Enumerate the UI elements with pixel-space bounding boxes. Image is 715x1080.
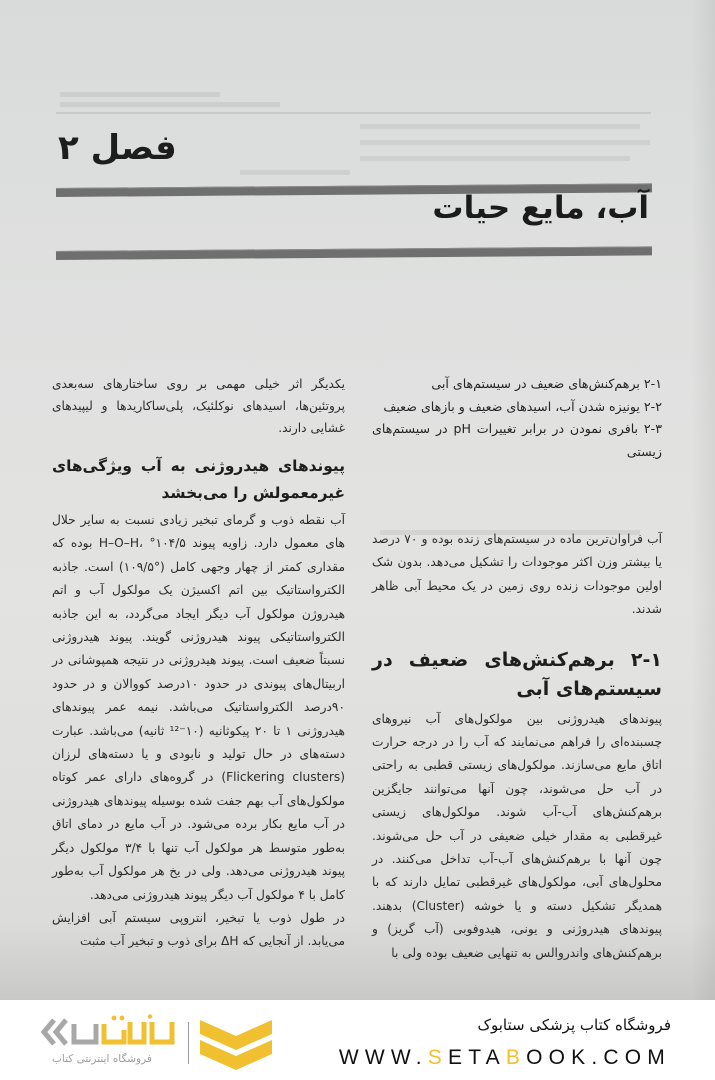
bleed-through-text	[360, 140, 650, 145]
outline-item: ۲-۳ بافری نمودن در برابر تغییرات pH در سیستم‌های زیستی	[372, 421, 662, 459]
left-column	[52, 373, 345, 954]
logo-tagline: فروشگاه اینترنتی کتاب	[52, 1053, 152, 1065]
bleed-through-text	[360, 156, 630, 161]
section-heading: ۲-۱ برهم‌کنش‌های ضعیف در سیستم‌های آبی	[372, 648, 662, 700]
url-part: WWW.	[338, 1046, 428, 1069]
shop-url[interactable]	[339, 1046, 671, 1070]
setabook-chevron-logo-icon	[200, 1016, 272, 1070]
bleed-through-text	[60, 102, 280, 107]
chapter-title: آب، مایع حیات	[432, 190, 649, 226]
bleed-through-text	[360, 124, 640, 129]
shop-name: فروشگاه کتاب پزشکی ستابوک	[477, 1016, 671, 1034]
logo-divider	[188, 1022, 189, 1064]
title-rule-bottom	[56, 246, 652, 260]
url-part-highlight: S	[427, 1046, 448, 1069]
intro-paragraph: آب فراوان‌ترین ماده در سیستم‌های زنده بوده و ۷۰ درصد یا بیشتر وزن اکثر موجودات را تشکیل می‌دهد. بدون شک اولین موجودات زنده روی زمین در یک محیط آبی ظاهر شدند.	[372, 532, 662, 617]
url-part: OOK.COM	[526, 1046, 671, 1069]
right-column	[372, 373, 662, 463]
continued-paragraph: یکدیگر اثر خیلی مهمی بر روی ساختارهای سه‌بعدی پروتئین‌ها، اسیدهای نوکلئیک، پلی‌ساکاریدها و لیپیدهای غشایی دارند.	[52, 377, 345, 435]
setabook-wordmark-icon	[40, 1014, 180, 1050]
outline-item: ۲-۲ یونیزه شدن آب، اسیدهای ضعیف و بازهای ضعیف	[383, 398, 662, 414]
bleed-through-text	[240, 170, 350, 175]
url-part-highlight: B	[505, 1046, 527, 1069]
bleed-through-text	[60, 92, 220, 97]
body-paragraph: در طول ذوب یا تبخیر، انتروپی سیستم آبی افزایش می‌یابد. از آنجایی که ΔH برای ذوب و تبخیر آب مثبت	[52, 910, 345, 949]
url-part: ETA	[447, 1046, 506, 1069]
bleed-through-rule	[56, 112, 651, 114]
right-column-body	[372, 528, 662, 965]
outline-item: ۲-۱ برهم‌کنش‌های ضعیف در سیستم‌های آبی	[431, 376, 662, 391]
subsection-heading: پیوندهای هیدروژنی به آب ویژگی‌های غیرمعمولش را می‌بخشد	[52, 457, 345, 502]
chapter-outline	[372, 373, 662, 463]
chapter-label: فصل ۲	[58, 128, 177, 168]
body-paragraph: آب نقطه ذوب و گرمای تبخیر زیادی نسبت به سایر حلال های معمول دارد. زاویه پیوند H–O–H، °۱۰۴/۵ بوده که مقداری کمتر از چهار وجهی کامل (°۱۰۹/۵) است. جاذبه الکترواستاتیک بین اتم اکسیژن یک مولکول آب و اتم هیدروژن مولکول آب دیگر ایجاد می‌گردد، به این جاذبه الکترواستاتیکی پیوند هیدروژنی گویند. پیوند هیدروژنی نسبتاً ضعیف است. پیوند هیدروژنی در نتیجه همپوشانی در اربیتال‌های پیوندی در حدود ۱۰درصد کووالان و در حدود ۹۰درصد الکترواستاتیک می‌باشد. نیمه عمر پیوندهای هیدروژنی ۱ تا ۲۰ پیکوثانیه (۱۰⁻¹² ثانیه) می‌باشد. عبارت دسته‌های در حال تولید و نابودی و یا دسته‌های لرزان (Flickering clusters) در گروه‌های دارای عمر کوتاه مولکول‌های آب بهم جفت شده بوسیله پیوندهای هیدروژنی در آب مایع بکار برده می‌شود. در آب مایع در دمای اتاق به‌طور متوسط هر مولکول آب تنها با ۳/۴ مولکول دیگر پیوند هیدروژنی می‌دهد. ولی در یخ هر مولکول آب به‌طور کامل با ۴ مولکول آب دیگر پیوند هیدروژنی می‌دهد.	[52, 513, 345, 902]
section-paragraph: پیوندهای هیدروژنی بین مولکول‌های آب نیروهای چسبنده‌ای را فراهم می‌نمایند که آب را در درجه حرارت اتاق مایع می‌سازند. مولکول‌های زیستی قطبی به راحتی در آب حل می‌شوند، چون آنها می‌توانند جایگزین برهم‌کنش‌های آب-آب شوند. مولکول‌های زیستی غیرقطبی به مقدار خیلی ضعیفی در آب حل می‌شوند. چون آنها با برهم‌کنش‌های آب-آب تداخل می‌کنند. در محلول‌های آبی، مولکول‌های غیرقطبی تمایل دارند که با همدیگر تشکیل دسته و یا خوشه (Cluster) بدهند. پیوندهای هیدروژنی و یونی، هیدوفوبی (آب گریز) و برهم‌کنش‌های واندروالس به تنهایی ضعیف بوده ولی با	[372, 711, 662, 960]
